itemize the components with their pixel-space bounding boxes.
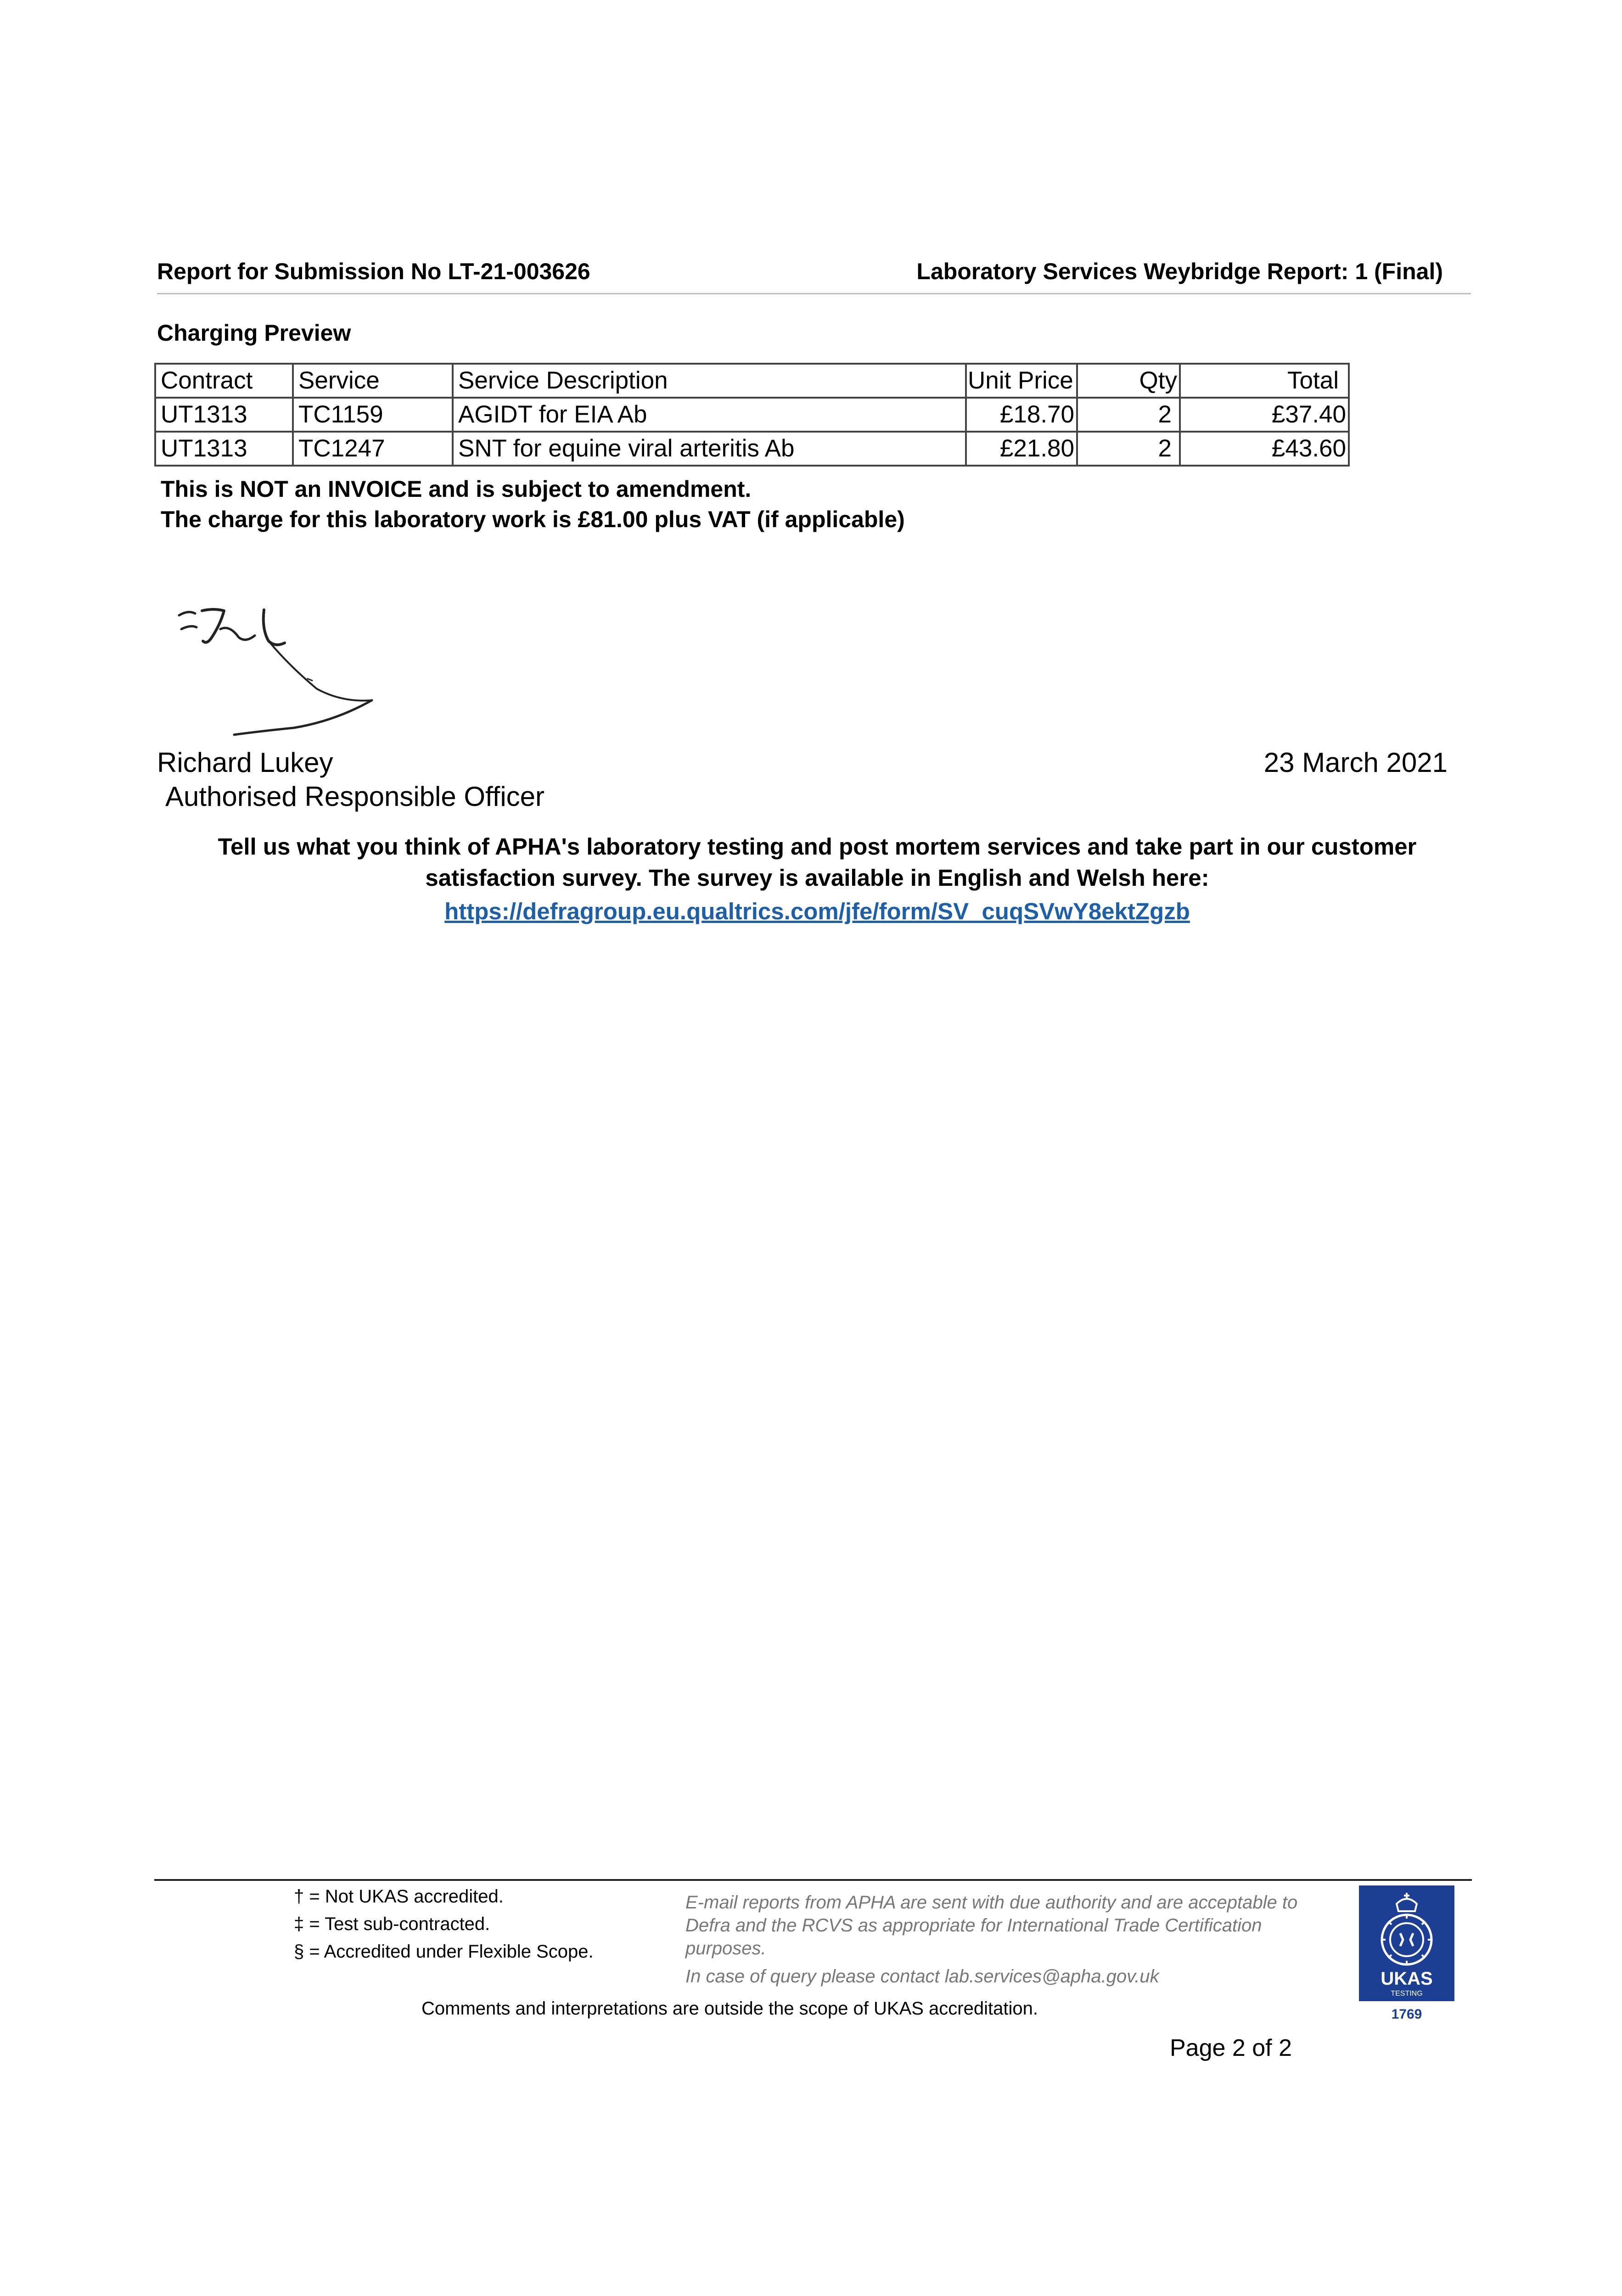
cell-qty: 2 <box>1077 432 1180 466</box>
cell-total: £43.60 <box>1180 432 1349 466</box>
cell-unit-price: £18.70 <box>966 398 1077 432</box>
email-report-note: E-mail reports from APHA are sent with due authority and are acceptable to Defra and the RCVS as appropriate for International Trade Certification purposes. <box>685 1892 1298 1958</box>
cell-total: £37.40 <box>1180 398 1349 432</box>
cell-description: SNT for equine viral arteritis Ab <box>453 432 966 466</box>
cell-description: AGIDT for EIA Ab <box>453 398 966 432</box>
legend-not-accredited: † = Not UKAS accredited. <box>294 1886 504 1907</box>
column-header-total: Total <box>1180 364 1349 398</box>
ukas-label: UKAS <box>1381 1969 1433 1989</box>
column-header-contract: Contract <box>155 364 293 398</box>
survey-invitation: Tell us what you think of APHA's laboratory testing and post mortem services and take part in our customer satisfaction survey. The survey is available in English and Welsh here: <box>218 833 1417 891</box>
signature-image <box>170 597 390 744</box>
column-header-qty: Qty <box>1077 364 1180 398</box>
table-row <box>155 398 1349 432</box>
cell-qty: 2 <box>1077 398 1180 432</box>
ukas-logo <box>1359 1885 1454 2023</box>
cell-service: TC1247 <box>293 432 453 466</box>
ukas-testing-label: TESTING <box>1391 1990 1423 1998</box>
cell-service: TC1159 <box>293 398 453 432</box>
ukas-number: 1769 <box>1391 2007 1422 2022</box>
cell-unit-price: £21.80 <box>966 432 1077 466</box>
charging-table <box>154 363 1350 467</box>
page-number: Page 2 of 2 <box>1170 2035 1292 2061</box>
survey-link-container <box>174 898 1460 925</box>
cell-contract: UT1313 <box>155 432 293 466</box>
column-header-service: Service <box>293 364 453 398</box>
table-row <box>155 432 1349 466</box>
column-header-description: Service Description <box>453 364 966 398</box>
submission-number-heading: Report for Submission No LT-21-003626 <box>157 259 590 284</box>
query-contact-note: In case of query please contact lab.services@apha.gov.uk <box>685 1966 1159 1986</box>
signer-name: Richard Lukey <box>157 747 333 778</box>
survey-link[interactable]: https://defragroup.eu.qualtrics.com/jfe/form/SV_cuqSVwY8ektZgzb <box>444 898 1190 924</box>
footer-divider <box>154 1879 1472 1881</box>
total-charge-notice: The charge for this laboratory work is £81.00 plus VAT (if applicable) <box>161 506 905 532</box>
not-invoice-notice: This is NOT an INVOICE and is subject to amendment. <box>161 476 752 502</box>
column-header-unit-price: Unit Price <box>966 364 1077 398</box>
lab-report-heading: Laboratory Services Weybridge Report: 1 (Final) <box>916 259 1443 284</box>
accreditation-scope-note: Comments and interpretations are outside the scope of UKAS accreditation. <box>421 1998 1038 2019</box>
signer-role: Authorised Responsible Officer <box>165 781 544 812</box>
charging-preview-title: Charging Preview <box>157 320 351 346</box>
table-header-row <box>155 364 1349 398</box>
legend-sub-contracted: ‡ = Test sub-contracted. <box>294 1914 490 1934</box>
cell-contract: UT1313 <box>155 398 293 432</box>
header-divider <box>157 293 1471 294</box>
legend-flexible-scope: § = Accredited under Flexible Scope. <box>294 1941 594 1962</box>
signature-date: 23 March 2021 <box>1263 747 1448 778</box>
